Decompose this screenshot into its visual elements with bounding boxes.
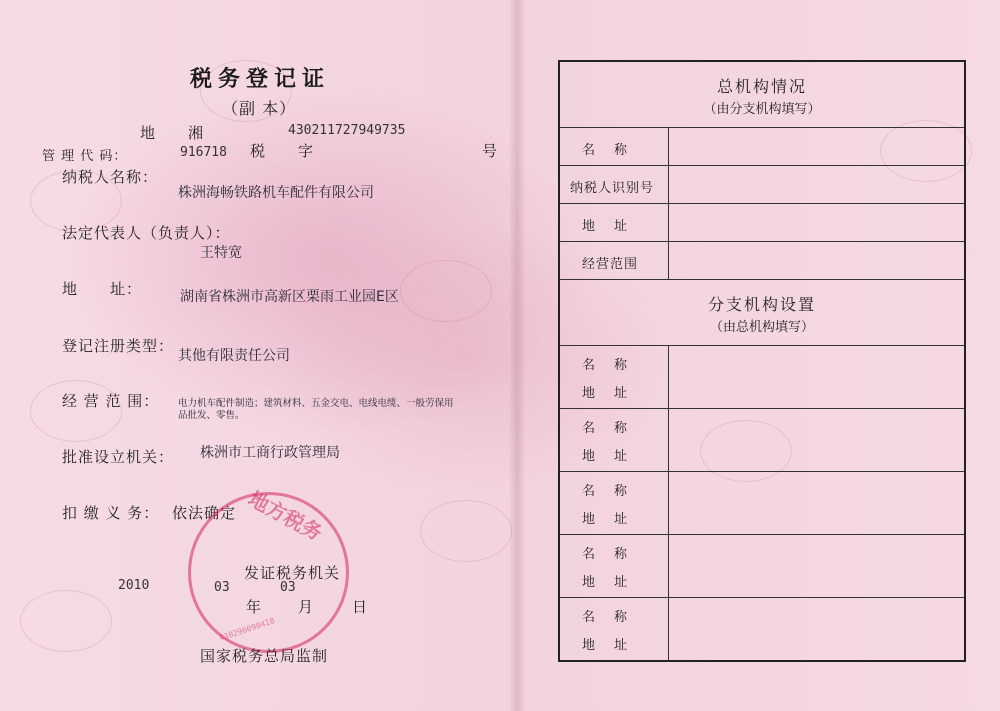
branch-section-note: （由总机构填写） <box>709 320 814 335</box>
table-row <box>560 280 964 346</box>
hq-scope-label: 经营范围 <box>582 257 639 272</box>
certificate-subtitle: （副 本） <box>222 99 297 118</box>
hq-taxpayer-id-label: 纳税人识别号 <box>570 181 655 196</box>
business-scope-line1: 电力机车配件制造；建筑材料、五金交电、电线电缆、一般劳保用 <box>178 398 454 409</box>
branch-1-address-label: 地 址 <box>582 386 631 401</box>
branch-2-address-label: 地 址 <box>582 449 631 464</box>
branch-5-address-label: 地 址 <box>582 638 631 653</box>
mgmt-code-label: 管 理 代 码： <box>42 149 128 164</box>
approval-authority-label: 批准设立机关： <box>62 448 175 466</box>
taxpayer-name-label: 纳税人名称： <box>62 168 159 186</box>
seal-text: 地方税务 <box>244 486 327 546</box>
column-divider <box>668 346 669 662</box>
hq-address-label: 地 址 <box>582 219 631 234</box>
legal-rep-value: 王特宽 <box>200 245 242 261</box>
hq-section-title: 总机构情况 <box>716 77 807 96</box>
code-prefix: 地 湘 <box>140 124 205 142</box>
business-scope-label: 经 营 范 围： <box>62 392 160 410</box>
month-label: 月 <box>298 598 315 616</box>
hq-section-note: （由分支机构填写） <box>703 102 821 117</box>
supervisor-note: 国家税务总局监制 <box>200 647 329 665</box>
year-label: 年 <box>246 598 263 616</box>
reg-type-value: 其他有限责任公司 <box>178 348 290 364</box>
tax-id-number: 430211727949735 <box>288 123 406 138</box>
hao-label: 号 <box>482 142 499 160</box>
issue-month-value: 03 <box>214 580 230 595</box>
issuing-authority: 发证税务机关 <box>244 564 341 582</box>
page-fold <box>510 0 524 711</box>
branch-3-name-label: 名 称 <box>582 484 631 499</box>
branch-4-address-label: 地 址 <box>582 575 631 590</box>
issue-year-value: 2010 <box>118 578 150 593</box>
withholding-value: 依法确定 <box>172 504 237 522</box>
address-value: 湖南省株洲市高新区栗雨工业园E区 <box>180 289 399 305</box>
seal-number: 430296090418 <box>218 616 276 643</box>
branch-3-address-label: 地 址 <box>582 512 631 527</box>
issue-day-value: 03 <box>280 580 296 595</box>
approval-authority-value: 株洲市工商行政管理局 <box>200 445 340 461</box>
withholding-label: 扣 缴 义 务： <box>62 504 160 522</box>
day-label: 日 <box>352 598 369 616</box>
table-row <box>560 62 964 128</box>
legal-rep-label: 法定代表人（负责人）： <box>62 224 231 242</box>
address-label: 地 址： <box>62 280 143 298</box>
branch-1-name-label: 名 称 <box>582 358 631 373</box>
tax-word: 税 字 <box>250 142 315 160</box>
watermark-emblem <box>20 590 112 652</box>
watermark-emblem <box>420 500 512 562</box>
column-divider <box>668 128 669 280</box>
taxpayer-name-value: 株洲海畅铁路机车配件有限公司 <box>178 185 374 201</box>
branch-2-name-label: 名 称 <box>582 421 631 436</box>
branch-4-name-label: 名 称 <box>582 547 631 562</box>
branch-info-table <box>558 60 966 662</box>
hq-name-label: 名 称 <box>582 143 631 158</box>
business-scope-line2: 品批发、零售。 <box>178 410 245 421</box>
mgmt-code-value: 916718 <box>180 145 227 160</box>
branch-section-title: 分支机构设置 <box>707 295 816 314</box>
certificate-title: 税务登记证 <box>190 66 331 92</box>
branch-5-name-label: 名 称 <box>582 610 631 625</box>
watermark-emblem <box>400 260 492 322</box>
reg-type-label: 登记注册类型： <box>62 337 175 355</box>
